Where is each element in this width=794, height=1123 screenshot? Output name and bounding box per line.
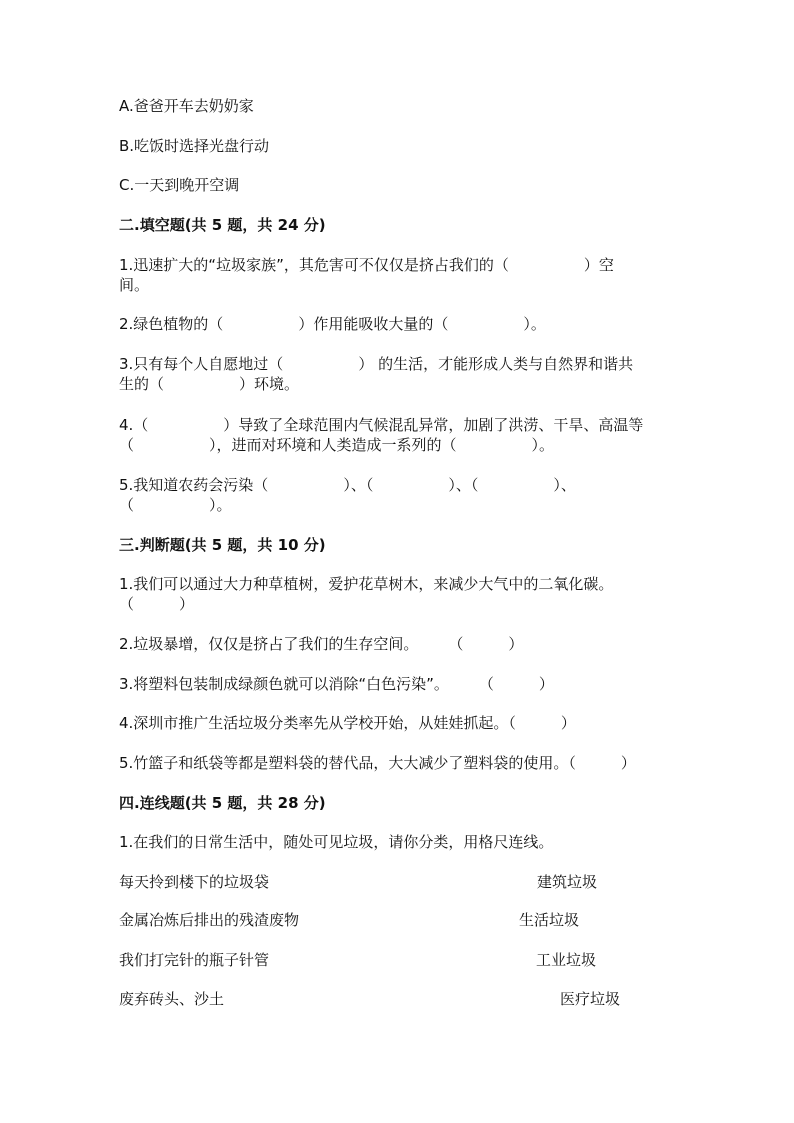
tf-q1-line1: 1.我们可以通过大力种草植树，爱护花草树木，来减少大气中的二氧化碳。 <box>119 575 614 593</box>
match-right-item: 建筑垃圾 <box>537 873 598 891</box>
match-left-item: 金属冶炼后排出的残渣废物 <box>119 911 300 929</box>
option-b: B.吃饭时选择光盘行动 <box>119 137 270 155</box>
tf-q2: 2.垃圾暴增，仅仅是挤占了我们的生存空间。 （ ） <box>119 635 524 653</box>
fill-q4-line2: （ ），进而对环境和人类造成一系列的（ ）。 <box>119 436 555 454</box>
match-right-item: 医疗垃圾 <box>560 990 621 1008</box>
fill-q5-line1: 5.我知道农药会污染（ ）、（ ）、（ ）、 <box>119 476 576 494</box>
match-right-item: 工业垃圾 <box>536 951 597 969</box>
tf-q3: 3.将塑料包装制成绿颜色就可以消除“白色污染”。 （ ） <box>119 675 554 693</box>
option-a: A.爸爸开车去奶奶家 <box>119 97 254 115</box>
match-q1-prompt: 1.在我们的日常生活中，随处可见垃圾，请你分类，用格尺连线。 <box>119 833 554 851</box>
match-left-item: 废弃砖头、沙土 <box>119 990 225 1008</box>
tf-q4: 4.深圳市推广生活垃圾分类率先从学校开始，从娃娃抓起。（ ） <box>119 714 576 732</box>
tf-q1-line2: （ ） <box>119 595 195 613</box>
tf-q5: 5.竹篮子和纸袋等都是塑料袋的替代品，大大减少了塑料袋的使用。（ ） <box>119 754 636 772</box>
fill-q2: 2.绿色植物的（ ）作用能吸收大量的（ ）。 <box>119 315 546 333</box>
fill-q5-line2: （ ）。 <box>119 496 232 514</box>
section-title-fill-blank: 二.填空题(共 5 题，共 24 分) <box>119 216 326 234</box>
section-title-true-false: 三.判断题(共 5 题，共 10 分) <box>119 536 326 554</box>
fill-q1-line2: 间。 <box>119 276 150 294</box>
fill-q4-line1: 4.（ ）导致了全球范围内气候混乱异常，加剧了洪涝、干旱、高温等 <box>119 416 644 434</box>
option-c: C.一天到晚开空调 <box>119 176 240 194</box>
match-left-item: 我们打完针的瓶子针管 <box>119 951 270 969</box>
fill-q3-line1: 3.只有每个人自愿地过（ ） 的生活，才能形成人类与自然界和谐共 <box>119 355 634 373</box>
fill-q3-line2: 生的（ ）环境。 <box>119 375 300 393</box>
fill-q1-line1: 1.迅速扩大的“垃圾家族”，其危害可不仅仅是挤占我们的（ ）空 <box>119 256 614 274</box>
match-right-item: 生活垃圾 <box>519 911 580 929</box>
section-title-matching: 四.连线题(共 5 题，共 28 分) <box>119 794 326 812</box>
match-left-item: 每天拎到楼下的垃圾袋 <box>119 873 270 891</box>
